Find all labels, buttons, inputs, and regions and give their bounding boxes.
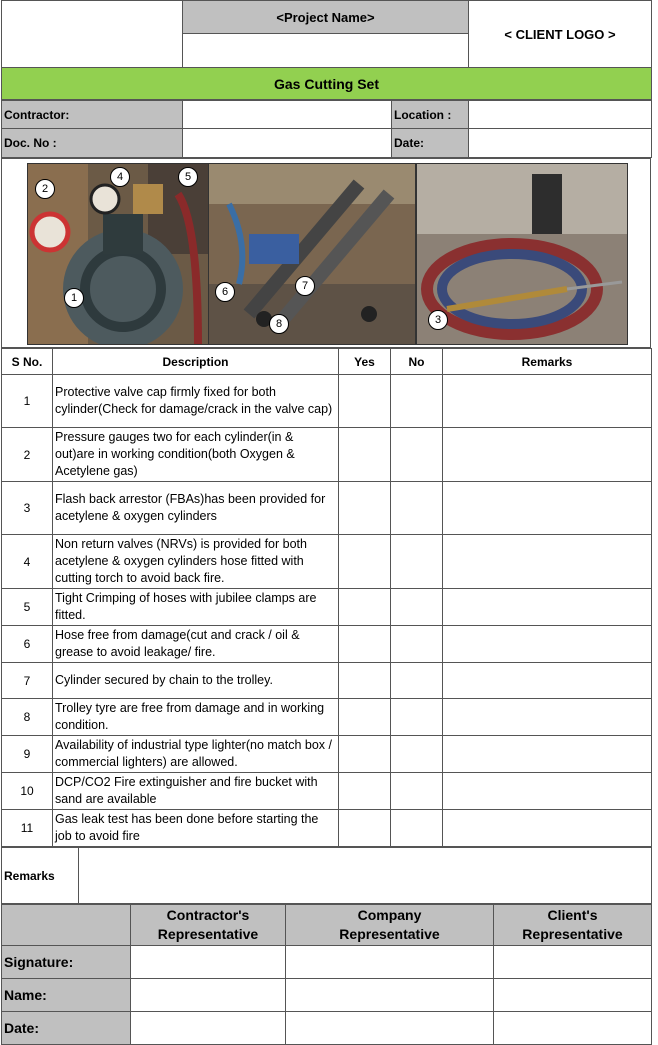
equipment-photos [2,159,651,348]
row-remarks-cell[interactable] [443,736,652,773]
marker-2: 2 [35,179,55,199]
row-remarks-cell[interactable] [443,589,652,626]
checklist-row [2,482,652,535]
project-name: <Project Name> [183,1,469,34]
col-no: No [391,349,443,375]
row-description: Protective valve cap firmly fixed for both cylinder(Check for damage/crack in the valve cap) [53,375,339,428]
row-no-cell[interactable] [391,626,443,663]
client-signature[interactable] [494,946,652,979]
row-description: Non return valves (NRVs) is provided for both acetylene & oxygen cylinders hose fitted with cutting torch to avoid back fire. [53,535,339,589]
trolley-illustration [209,164,415,344]
row-description: Trolley tyre are free from damage and in working condition. [53,699,339,736]
checklist-row [2,736,652,773]
checklist-row [2,699,652,736]
signoff-corner [2,905,131,946]
row-sno: 6 [2,626,53,663]
checklist-row [2,626,652,663]
row-remarks-cell[interactable] [443,482,652,535]
row-sno: 9 [2,736,53,773]
row-yes-cell[interactable] [339,663,391,699]
row-sno: 7 [2,663,53,699]
cylinder-illustration [28,164,208,344]
row-remarks-cell[interactable] [443,626,652,663]
checklist-row [2,535,652,589]
doc-no-label: Doc. No : [2,129,183,158]
client-rep-header: Client's Representative [494,905,652,946]
row-sno: 8 [2,699,53,736]
marker-3: 3 [428,310,448,330]
info-table [1,100,652,158]
location-field[interactable] [469,101,652,129]
remarks-label: Remarks [2,848,79,904]
date-label: Date: [392,129,469,158]
row-no-cell[interactable] [391,773,443,810]
row-yes-cell[interactable] [339,773,391,810]
row-remarks-cell[interactable] [443,428,652,482]
col-sno: S No. [2,349,53,375]
form-title: Gas Cutting Set [2,68,652,100]
name-label: Name: [2,979,131,1012]
blank-logo-area [2,1,183,68]
row-no-cell[interactable] [391,810,443,847]
marker-8: 8 [269,314,289,334]
row-remarks-cell[interactable] [443,663,652,699]
signoff-date-label: Date: [2,1012,131,1045]
row-yes-cell[interactable] [339,626,391,663]
col-yes: Yes [339,349,391,375]
row-sno: 5 [2,589,53,626]
col-description: Description [53,349,339,375]
row-no-cell[interactable] [391,535,443,589]
row-sno: 3 [2,482,53,535]
header-table [1,0,652,100]
hose-torch-illustration [417,164,627,344]
row-description: Gas leak test has been done before starting the job to avoid fire [53,810,339,847]
row-description: DCP/CO2 Fire extinguisher and fire bucket with sand are available [53,773,339,810]
checklist-row [2,773,652,810]
row-yes-cell[interactable] [339,810,391,847]
row-description: Tight Crimping of hoses with jubilee clamps are fitted. [53,589,339,626]
row-sno: 10 [2,773,53,810]
remarks-field[interactable] [79,848,652,904]
checklist-row [2,428,652,482]
row-yes-cell[interactable] [339,482,391,535]
remarks-table [1,847,652,904]
contractor-signature[interactable] [131,946,286,979]
marker-7: 7 [295,276,315,296]
project-name-value[interactable] [183,34,469,68]
row-yes-cell[interactable] [339,699,391,736]
trolley-photo [208,163,416,345]
row-no-cell[interactable] [391,375,443,428]
col-remarks: Remarks [443,349,652,375]
row-sno: 2 [2,428,53,482]
cylinder-photo [27,163,209,345]
signature-label: Signature: [2,946,131,979]
row-description: Cylinder secured by chain to the trolley. [53,663,339,699]
row-remarks-cell[interactable] [443,375,652,428]
contractor-rep-header: Contractor's Representative [131,905,286,946]
doc-no-field[interactable] [183,129,392,158]
checklist-row [2,810,652,847]
checklist-table [1,348,652,847]
row-no-cell[interactable] [391,482,443,535]
checklist-row [2,375,652,428]
company-rep-header: Company Representative [286,905,494,946]
marker-6: 6 [215,282,235,302]
client-logo: < CLIENT LOGO > [469,1,652,68]
row-sno: 4 [2,535,53,589]
row-remarks-cell[interactable] [443,773,652,810]
hose-torch-photo [416,163,628,345]
row-sno: 11 [2,810,53,847]
client-name[interactable] [494,979,652,1012]
marker-1: 1 [64,288,84,308]
marker-4: 4 [110,167,130,187]
row-remarks-cell[interactable] [443,535,652,589]
contractor-date[interactable] [131,1012,286,1045]
client-date[interactable] [494,1012,652,1045]
photo-table [1,158,651,348]
row-description: Hose free from damage(cut and crack / oil & grease to avoid leakage/ fire. [53,626,339,663]
row-yes-cell[interactable] [339,736,391,773]
row-no-cell[interactable] [391,589,443,626]
contractor-field[interactable] [183,101,392,129]
row-description: Availability of industrial type lighter(no match box / commercial lighters) are allowed. [53,736,339,773]
row-description: Flash back arrestor (FBAs)has been provided for acetylene & oxygen cylinders [53,482,339,535]
row-remarks-cell[interactable] [443,810,652,847]
row-remarks-cell[interactable] [443,699,652,736]
checklist-form [1,0,653,1045]
row-yes-cell[interactable] [339,589,391,626]
signoff-table [1,904,652,1045]
row-no-cell[interactable] [391,699,443,736]
date-field[interactable] [469,129,652,158]
row-no-cell[interactable] [391,663,443,699]
contractor-name[interactable] [131,979,286,1012]
company-signature[interactable] [286,946,494,979]
row-sno: 1 [2,375,53,428]
company-name[interactable] [286,979,494,1012]
row-no-cell[interactable] [391,428,443,482]
company-date[interactable] [286,1012,494,1045]
row-no-cell[interactable] [391,736,443,773]
checklist-row [2,663,652,699]
row-yes-cell[interactable] [339,535,391,589]
checklist-row [2,589,652,626]
row-yes-cell[interactable] [339,428,391,482]
row-yes-cell[interactable] [339,375,391,428]
row-description: Pressure gauges two for each cylinder(in & out)are in working condition(both Oxygen & Acetylene gas) [53,428,339,482]
contractor-label: Contractor: [2,101,183,129]
location-label: Location : [392,101,469,129]
marker-5: 5 [178,167,198,187]
